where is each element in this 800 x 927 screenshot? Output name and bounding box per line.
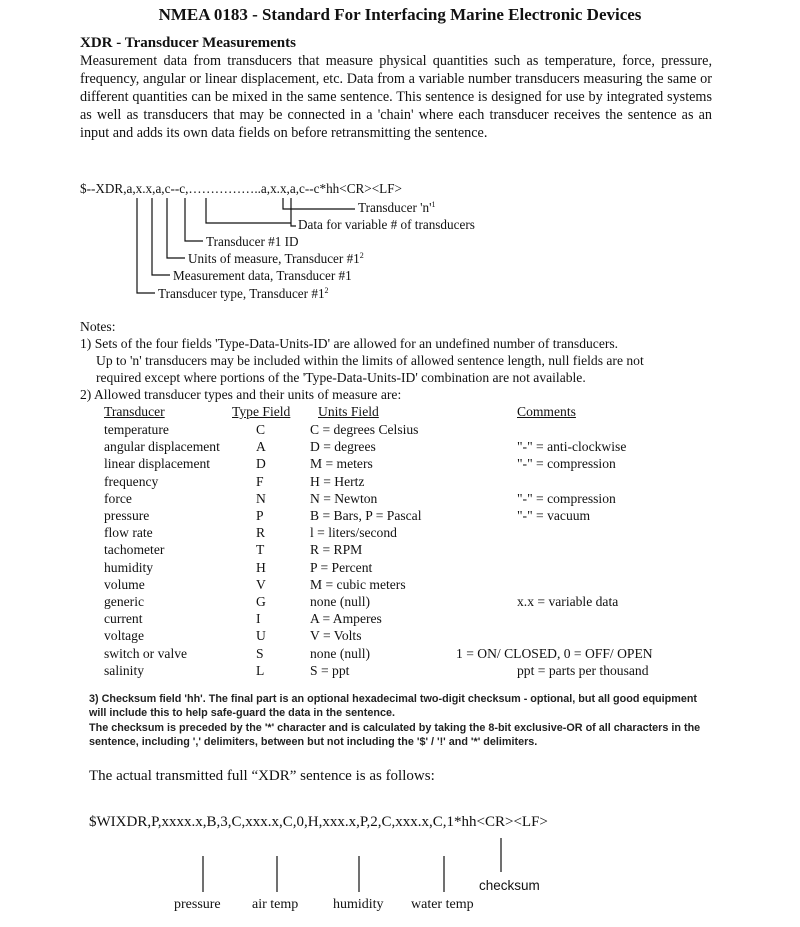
label-checksum: checksum [479,878,540,893]
cell-transducer: current [104,611,143,627]
actual-intro: The actual transmitted full “XDR” sentence is as follows: [89,768,435,784]
note3-line2: will include this to help safe-guard the data in the sentence. [89,707,395,719]
cell-units: V = Volts [310,628,362,644]
cell-comments: "-" = compression [517,490,616,506]
cell-units: C = degrees Celsius [310,422,419,437]
cell-transducer: salinity [104,662,145,678]
syntax-sentence: $--XDR,a,x.x,a,c--c,……………..a,x.x,a,c--c*hh<CR><LF> [80,181,402,196]
table-header-transducer: Transducer [104,404,165,419]
cell-units: H = Hertz [310,473,365,489]
cell-transducer: humidity [104,559,154,575]
notes-heading: Notes: [80,319,116,334]
cell-type: C [256,422,266,437]
table-header-type: Type Field [232,404,291,419]
note2: 2) Allowed transducer types and their units of measure are: [80,387,402,402]
cell-transducer: generic [104,594,144,609]
cell-type: U [256,628,266,644]
full-sentence: $WIXDR,P,xxxx.x,B,3,C,xxx.x,C,0,H,xxx.x,P,2,C,xxx.x,C,1*hh<CR><LF> [89,814,548,830]
cell-units: none (null) [310,594,371,609]
label-type: Transducer type, Transducer $\#1^2$ [158,286,329,301]
cell-transducer: temperature [104,422,169,437]
note1-line3: required except where portions of the 'Type-Data-Units-ID' combination are not available. [96,370,586,385]
label-units: Units of measure, Transducer $\#1^2$ [188,251,364,266]
cell-transducer: volume [104,576,145,592]
table-header-units: Units Field [318,404,379,419]
cell-units: D = degrees [310,439,376,455]
section-title: XDR - Transducer Measurements [80,35,296,51]
cell-type: F [256,473,264,489]
cell-type: N [256,490,266,506]
cell-transducer: angular displacement [104,439,220,455]
cell-units: B = Bars, P = Pascal [310,508,422,523]
label-humidity: humidity [333,897,384,912]
cell-units: M = cubic meters [310,576,406,592]
cell-transducer: tachometer [104,542,165,558]
cell-type: R [256,525,266,541]
note1-line1: 1) Sets of the four fields 'Type-Data-Units-ID' are allowed for an undefined number of transducers. [80,336,619,351]
cell-units: N = Newton [310,490,378,506]
label-transducer-id: Transducer #1 ID [206,234,299,249]
cell-comments: "-" = compression [517,456,616,472]
cell-type: D [256,456,266,472]
note3-line1: 3) Checksum field 'hh'. The final part is an optional hexadecimal two-digit checksum - optional, but all good equipment [89,693,698,705]
cell-transducer: frequency [104,473,159,489]
label-pressure: pressure [174,897,221,912]
cell-transducer: linear displacement [104,456,211,472]
intro-paragraph: Measurement data from transducers that measure physical quantities such as temperature, force, pressure, frequency, angular or linear displacement, etc. Data from a variable number transducers measuring the same or different quantities can be mixed in the same sentence. This sentence is designed for use by integrated systems as well as transducers that may be connected in a 'chain' where each transducer receives the sentence as an input and adds its own data fields on before retransmitting the sentence. [80,53,712,141]
label-water-temp: water temp [411,897,474,912]
cell-comments: 1 = ON/ CLOSED, 0 = OFF/ OPEN [456,645,653,661]
cell-type: V [256,576,266,592]
cell-comments: ppt = parts per thousand [517,662,649,678]
cell-type: T [256,542,265,558]
label-air-temp: air temp [252,897,299,912]
cell-type: S [256,645,264,661]
cell-comments: "-" = vacuum [517,508,591,523]
cell-type: A [256,439,266,455]
cell-type: I [256,611,261,627]
document-title: NMEA 0183 - Standard For Interfacing Marine Electronic Devices [158,5,642,24]
note3-line3: The checksum is preceded by the '*' character and is calculated by taking the 8-bit exclusive-OR of all characters in the [89,722,701,734]
label-transducer-n: Transducer '$n'^1$ [358,200,436,215]
cell-transducer: flow rate [104,525,153,541]
cell-transducer: force [104,490,132,506]
cell-comments: "-" = anti-clockwise [517,439,627,455]
note1-line2: Up to 'n' transducers may be included within the limits of allowed sentence length, null fields are not [96,353,644,368]
cell-transducer: switch or valve [104,645,188,661]
cell-units: R = RPM [310,542,363,558]
cell-units: A = Amperes [310,611,382,627]
table-header-comments: Comments [517,404,576,419]
cell-units: P = Percent [310,559,373,575]
cell-units: none (null) [310,645,371,661]
cell-units: M = meters [310,456,373,472]
label-measurement: Measurement data, Transducer #1 [173,268,352,283]
cell-units: l = liters/second [310,525,397,541]
note3-line4: sentence, including ',' delimiters, between but not including the '$' / '!' and '*' delimiters. [89,736,538,748]
cell-comments: x.x = variable data [517,594,619,609]
cell-type: G [256,594,266,609]
cell-transducer: pressure [104,508,150,523]
cell-type: L [256,662,265,678]
cell-units: S = ppt [310,662,350,678]
cell-type: P [256,508,264,523]
label-variable-data: Data for variable # of transducers [298,217,475,232]
cell-transducer: voltage [104,628,145,644]
cell-type: H [256,559,266,575]
